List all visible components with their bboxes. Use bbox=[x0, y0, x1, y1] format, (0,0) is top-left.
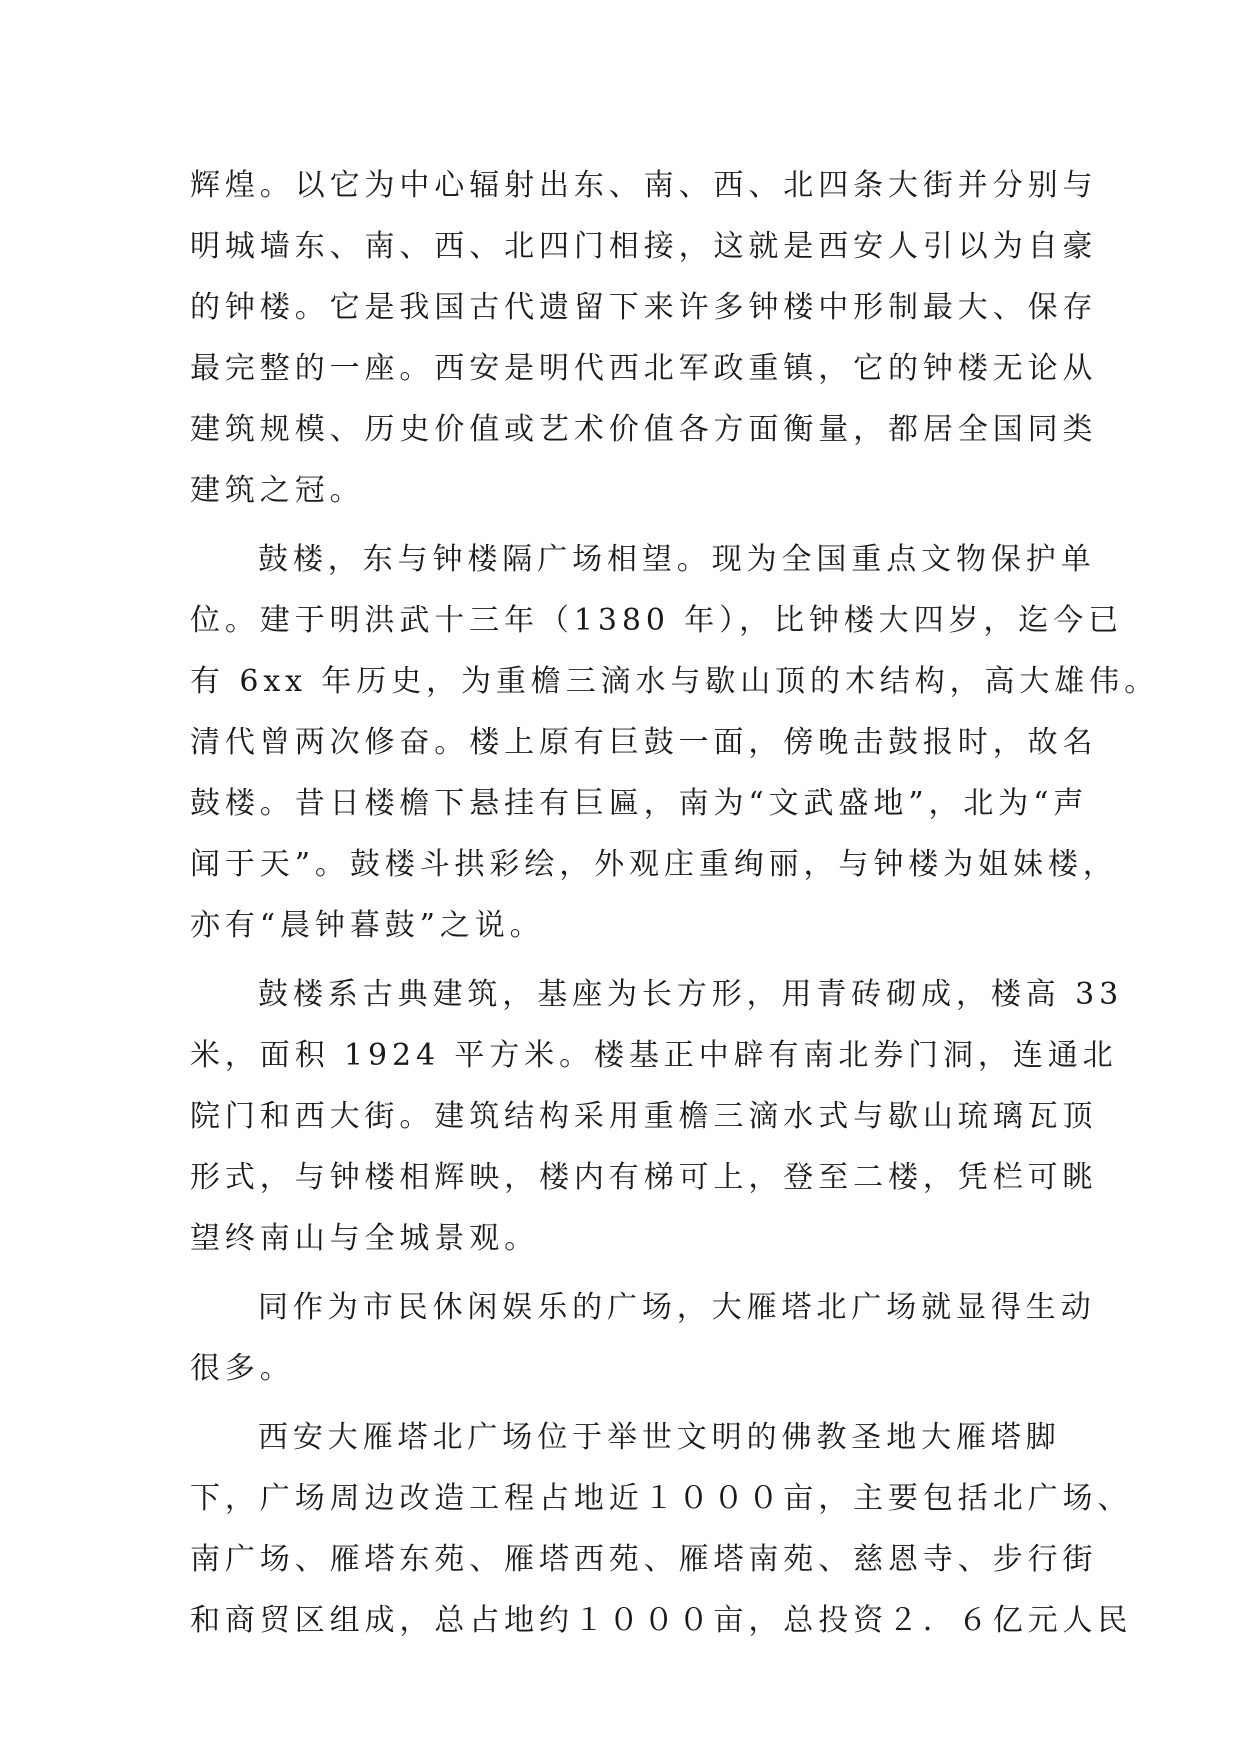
text-line: 同作为市民休闲娱乐的广场，大雁塔北广场就显得生动 bbox=[258, 1290, 1096, 1325]
text-line: 的钟楼。它是我国古代遗留下来许多钟楼中形制最大、保存 bbox=[190, 290, 1098, 325]
text-line: 望终南山与全城景观。 bbox=[190, 1221, 539, 1256]
text-line: 亦有“晨钟暮鼓”之说。 bbox=[190, 908, 545, 943]
paragraph-drum-tower-intro bbox=[190, 529, 1159, 956]
paragraph-plaza-transition bbox=[190, 1277, 1096, 1399]
text-line: 下，广场周边改造工程占地近１０００亩，主要包括北广场、 bbox=[190, 1481, 1133, 1516]
paragraph-drum-tower-architecture bbox=[190, 964, 1124, 1269]
text-line: 西安大雁塔北广场位于举世文明的佛教圣地大雁塔脚 bbox=[258, 1420, 1061, 1455]
text-line: 鼓楼，东与钟楼隔广场相望。现为全国重点文物保护单 bbox=[258, 542, 1096, 577]
text-line: 最完整的一座。西安是明代西北军政重镇，它的钟楼无论从 bbox=[190, 351, 1098, 386]
text-line: 建筑之冠。 bbox=[190, 473, 365, 508]
text-line: 位。建于明洪武十三年（1380 年），比钟楼大四岁，迄今已 bbox=[190, 603, 1123, 638]
text-line: 建筑规模、历史价值或艺术价值各方面衡量，都居全国同类 bbox=[190, 412, 1098, 447]
text-line: 闻于天”。鼓楼斗拱彩绘，外观庄重绚丽，与钟楼为姐妹楼， bbox=[190, 847, 1118, 882]
paragraph-bell-tower bbox=[190, 155, 1098, 521]
text-line: 辉煌。以它为中心辐射出东、南、西、北四条大街并分别与 bbox=[190, 168, 1098, 203]
text-line: 院门和西大街。建筑结构采用重檐三滴水式与歇山琉璃瓦顶 bbox=[190, 1099, 1098, 1134]
text-line: 有 6xx 年历史，为重檐三滴水与歇山顶的木结构，高大雄伟。 bbox=[190, 664, 1159, 699]
text-line: 清代曾两次修奋。楼上原有巨鼓一面，傍晚击鼓报时，故名 bbox=[190, 725, 1098, 760]
text-line: 和商贸区组成，总占地约１０００亩，总投资２．６亿元人民 bbox=[190, 1603, 1133, 1638]
text-line: 米，面积 1924 平方米。楼基正中辟有南北券门洞，连通北 bbox=[190, 1038, 1118, 1073]
text-line: 很多。 bbox=[190, 1351, 295, 1386]
text-line: 形式，与钟楼相辉映，楼内有梯可上，登至二楼，凭栏可眺 bbox=[190, 1160, 1098, 1195]
paragraph-big-wild-goose-pagoda-plaza bbox=[190, 1407, 1133, 1651]
document-body bbox=[190, 155, 1159, 1651]
text-line: 明城墙东、南、西、北四门相接，这就是西安人引以为自豪 bbox=[190, 229, 1098, 264]
text-line: 鼓楼。昔日楼檐下悬挂有巨匾，南为“文武盛地”，北为“声 bbox=[190, 786, 1089, 821]
text-line: 鼓楼系古典建筑，基座为长方形，用青砖砌成，楼高 33 bbox=[258, 977, 1124, 1012]
text-line: 南广场、雁塔东苑、雁塔西苑、雁塔南苑、慈恩寺、步行街 bbox=[190, 1542, 1098, 1577]
